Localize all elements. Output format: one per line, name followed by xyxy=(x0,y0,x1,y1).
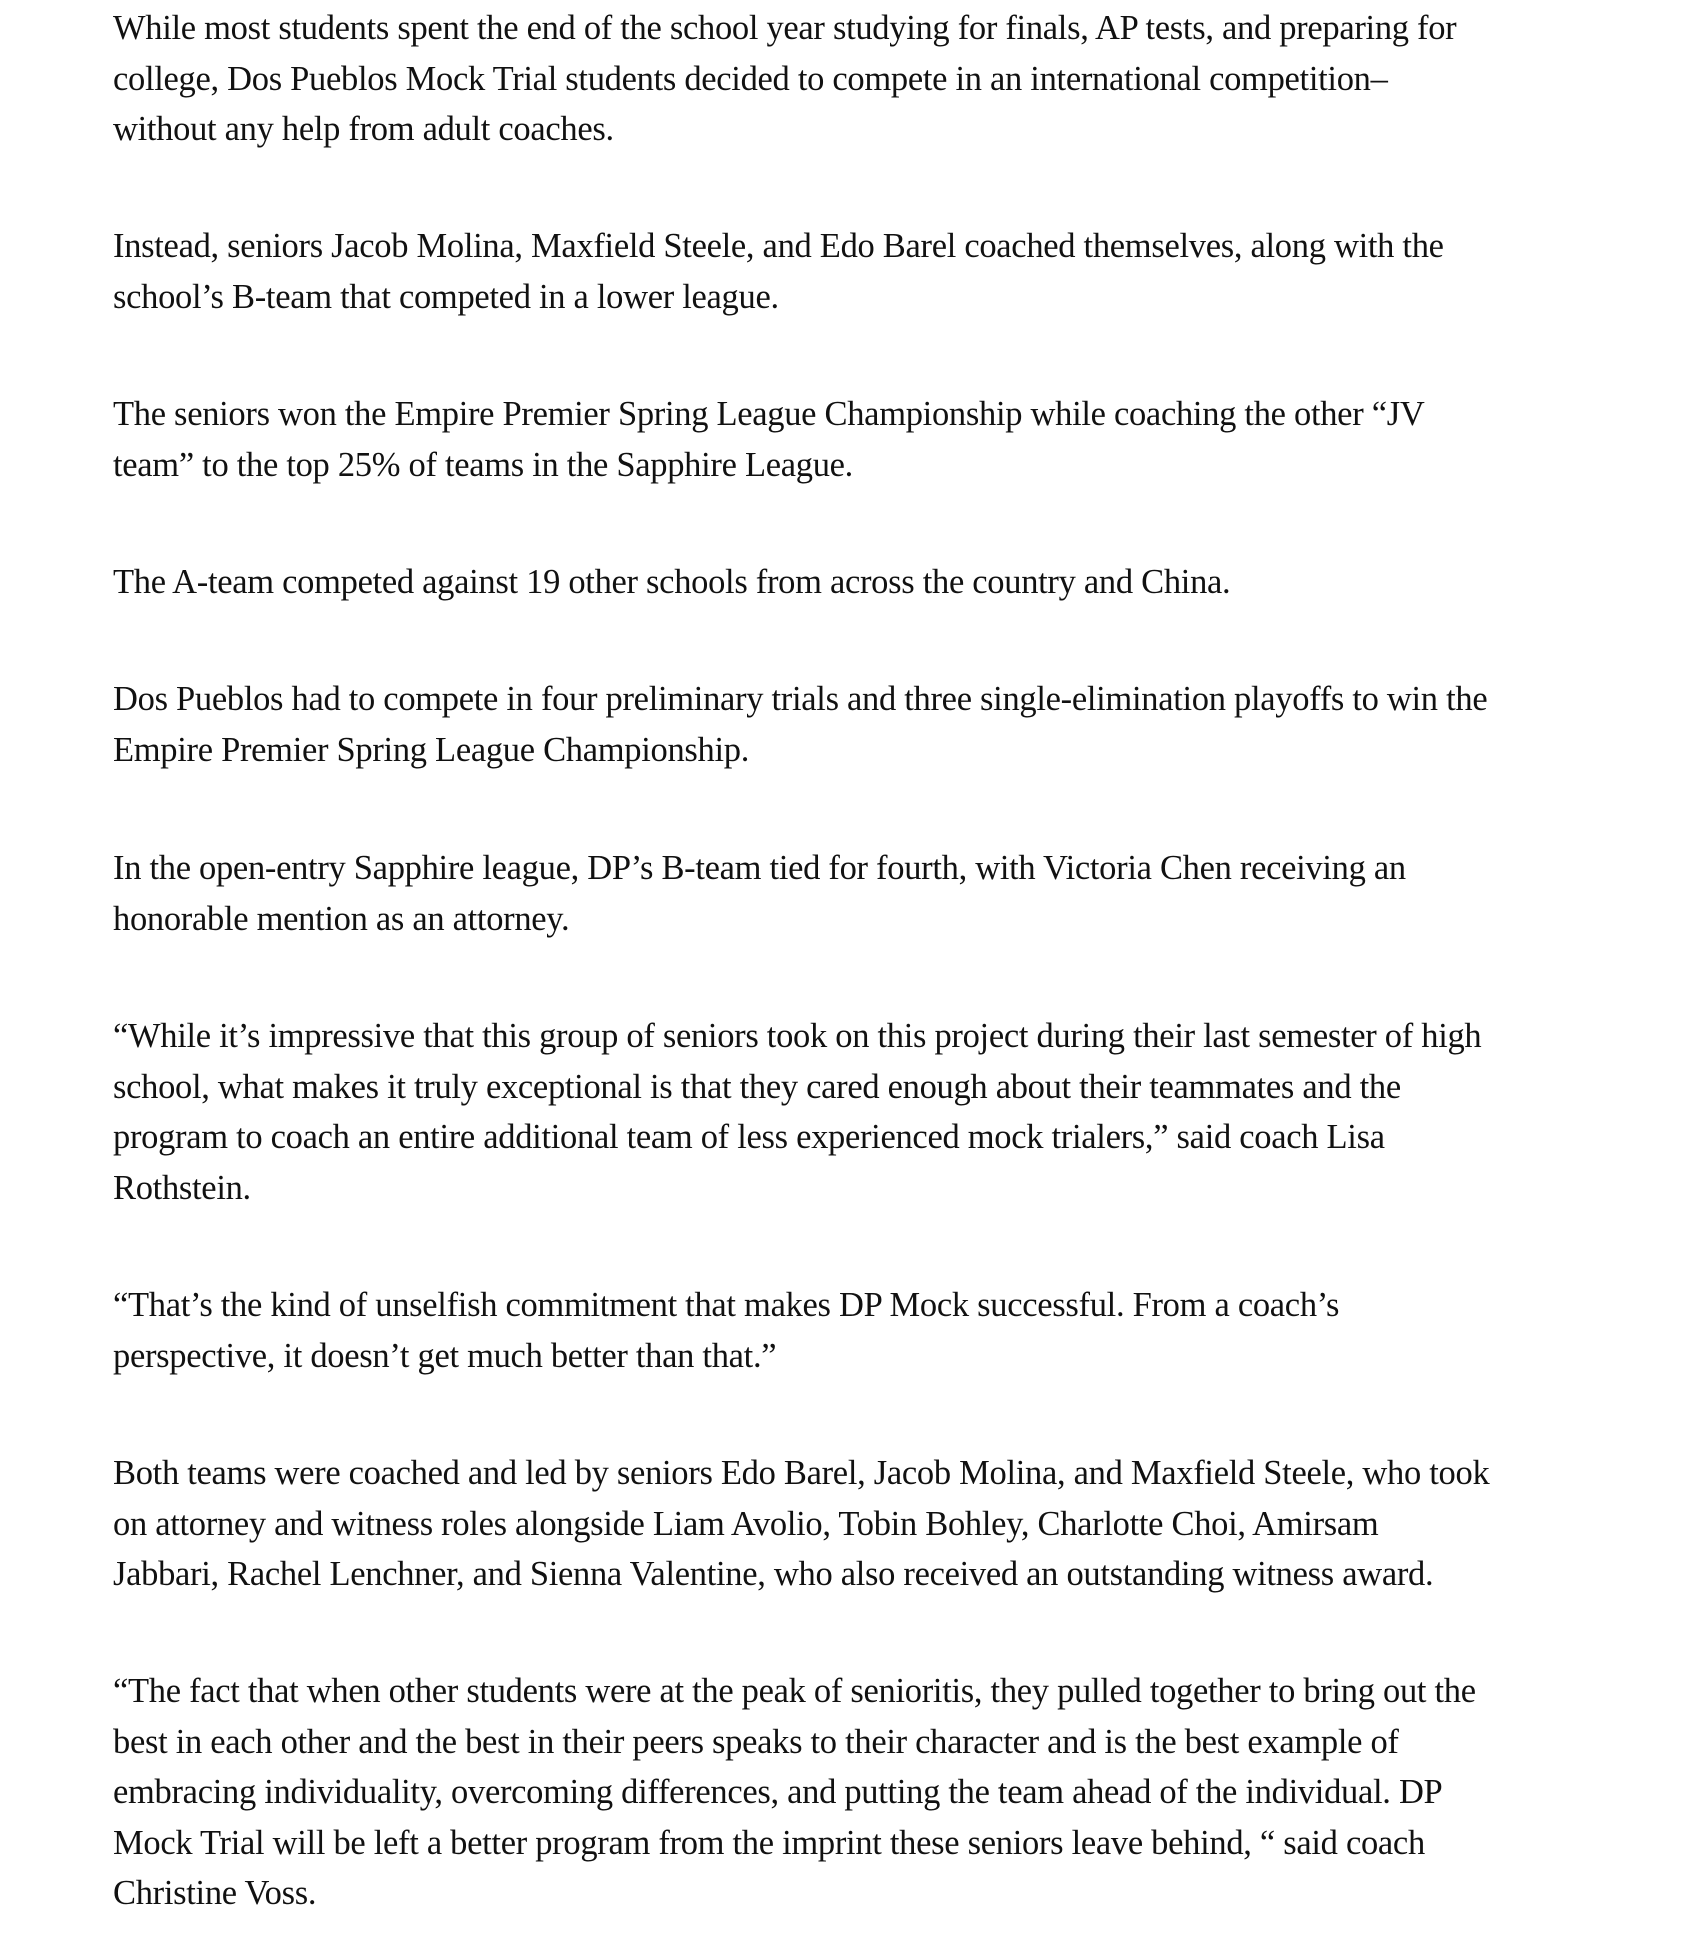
paragraph-a-team: The A-team competed against 19 other schools from across the country and China. xyxy=(113,563,1231,601)
paragraph-quote-voss: “The fact that when other students were at the peak of senioritis, they pulled together to bring out the best in each other and the best in their peers speaks to their character and is the best example of embracing individuality, overcoming differences, and putting the team ahead of the individual. DP Mock Trial will be left a better program from the imprint these seniors leave behind, “ said coach Christine Voss. xyxy=(113,1672,1476,1912)
paragraph-quote-continued: “That’s the kind of unselfish commitment that makes DP Mock successful. From a coach’s perspective, it doesn’t get much better than that.” xyxy=(113,1286,1340,1375)
paragraph-trials: Dos Pueblos had to compete in four preliminary trials and three single-elimination playoffs to win the Empire Premier Spring League Championship. xyxy=(113,680,1488,769)
article-body xyxy=(113,0,1613,1934)
paragraph-team-roster: Both teams were coached and led by seniors Edo Barel, Jacob Molina, and Maxfield Steele, who took on attorney and witness roles alongside Liam Avolio, Tobin Bohley, Charlotte Choi, Amirsam Jabbari, Rachel Lenchner, and Sienna Valentine, who also received an outstanding witness award. xyxy=(113,1454,1490,1593)
paragraph-intro: While most students spent the end of the school year studying for finals, AP tests, and preparing for college, Dos Pueblos Mock Trial students decided to compete in an international competition– without any help from adult coaches. xyxy=(113,9,1457,148)
paragraph-championship: The seniors won the Empire Premier Spring League Championship while coaching the other “JV team” to the top 25% of teams in the Sapphire League. xyxy=(113,395,1425,484)
paragraph-sapphire-league: In the open-entry Sapphire league, DP’s B-team tied for fourth, with Victoria Chen receiving an honorable mention as an attorney. xyxy=(113,849,1406,938)
paragraph-quote-rothstein: “While it’s impressive that this group of seniors took on this project during their last semester of high school, what makes it truly exceptional is that they cared enough about their teammates and the program to coach an entire additional team of less experienced mock trialers,” said coach Lisa Rothstein. xyxy=(113,1017,1482,1207)
paragraph-self-coaching: Instead, seniors Jacob Molina, Maxfield Steele, and Edo Barel coached themselves, along with the school’s B-team that competed in a lower league. xyxy=(113,227,1444,316)
